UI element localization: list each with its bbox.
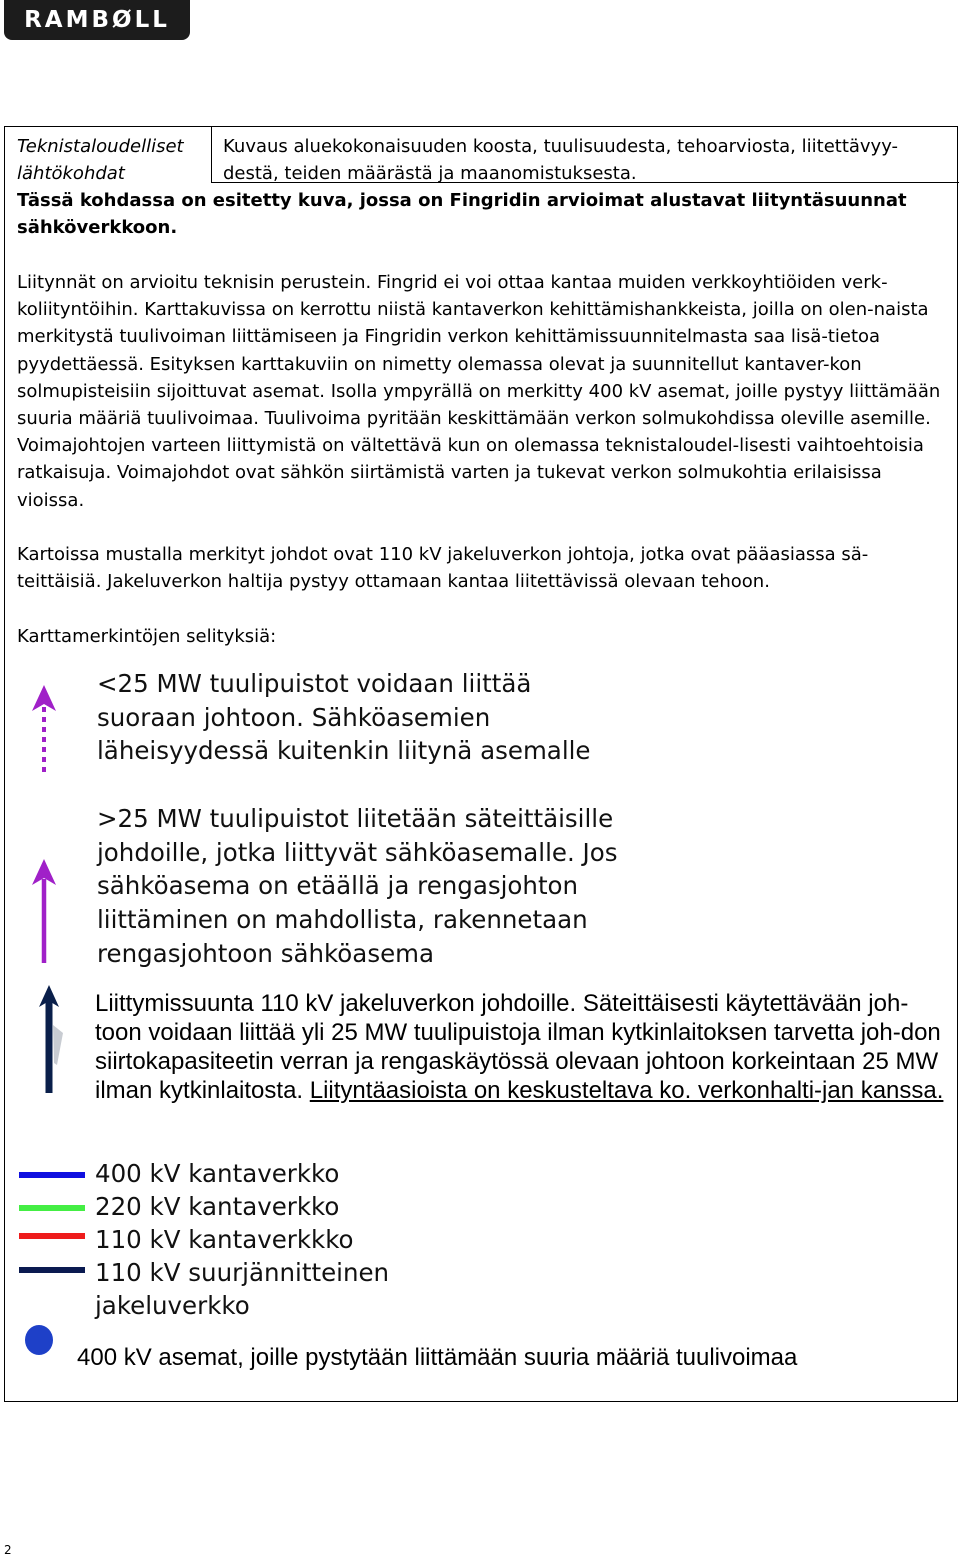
line-label-110kv-distribution: 110 kV suurjännitteinen jakeluverkko <box>95 1258 390 1320</box>
station-description: 400 kV asemat, joille pystytään liittämään suuria määriä tuulivoimaa <box>77 1344 798 1371</box>
distribution-arrow-icon <box>33 985 73 1093</box>
legend-dotted-arrow-text: <25 MW tuulipuistot voidaan liittää suoraan johtoon. Sähköasemien läheisyydessä kuitenkin liitynä asemalle <box>97 669 591 766</box>
legend-distribution-arrow-text <box>95 989 945 1105</box>
table-divider-vertical <box>211 127 212 183</box>
swatch-110kv-distribution <box>19 1267 85 1273</box>
legend-solid-arrow-text: >25 MW tuulipuistot liitetään säteittäisille johdoille, jotka liittyvät sähköasemalle. Jos sähköasema on etäällä ja rengasjohton liittäminen on mahdollista, rakennetaan rengasjohtoon sähköasema <box>97 804 618 968</box>
page-number: 2 <box>4 1543 12 1557</box>
swatch-220kv <box>19 1205 85 1211</box>
line-label-220kv: 220 kV kantaverkko <box>95 1192 340 1221</box>
solid-arrow-icon <box>29 859 59 963</box>
line-label-110kv: 110 kV kantaverkkko <box>95 1225 354 1254</box>
table-right-heading: Kuvaus aluekokonaisuuden koosta, tuulisuudesta, tehoarviosta, liitettävyy-destä, teiden määrästä ja maanomistuksesta. <box>223 136 899 184</box>
distribution-arrow-underlined: Liityntäasioista on keskusteltava ko. verkonhalti-jan kanssa. <box>309 1077 944 1104</box>
content-table <box>4 126 958 1402</box>
station-dot-icon <box>25 1325 53 1355</box>
swatch-400kv <box>19 1172 85 1178</box>
swatch-110kv <box>19 1233 85 1239</box>
line-label-400kv: 400 kV kantaverkko <box>95 1159 340 1188</box>
ramboll-logo: RAMBØLL <box>4 0 190 40</box>
paragraph-connections: Liitynnät on arvioitu teknisin perustein. Fingrid ei voi ottaa kantaa muiden verkkoyhtiöiden verk-koliityntöihin. Karttakuvissa on kerrottu niistä kantaverkon kehittämishankkeista, joilla on olen-naista merkitystä tuulivoiman liittämiseen ja Fingridin verkon kehittämissuunnitelmasta saa lisä-tietoa pyydettäessä. Esityksen karttakuviin on nimetty olemassa olevat ja suunnitellut kantaver-kon solmupisteisiin sijoittuvat asemat. Isolla ympyrällä on merkitty 400 kV asemat, joille pystyy liittämään suuria määriä tuulivoimaa. Tuulivoima pyritään keskittämään verkon solmukohdissa oleville asemille. Voimajohtojen varteen liittymistä on vältettävä kun on olemassa teknistaloudel-lisesti vaihtoehtoisia ratkaisuja. Voimajohdot ovat sähkön siirtämistä varten ja tukevat verkon solmukohtia erilaisissa vioissa. <box>17 272 941 511</box>
paragraph-distribution: Kartoissa mustalla merkityt johdot ovat 110 kV jakeluverkon johtoja, jotka ovat pääasiassa sä-teittäisiä. Jakeluverkon haltija pystyy ottamaan kantaa liitettävissä olevaan tehoon. <box>17 544 869 593</box>
legend-heading: Karttamerkintöjen selityksiä: <box>17 626 277 647</box>
table-left-heading: Teknistaloudelliset lähtökohdat <box>17 136 184 184</box>
dotted-arrow-icon <box>29 685 59 777</box>
distribution-arrow-description: Liittymissuunta 110 kV jakeluverkon johdoille. Säteittäisesti käytettävään joh-toon voidaan liittää yli 25 MW tuulipuistoja ilman kytkinlaitoksen tarvetta joh-don siirtokapasiteetin verran ja rengaskäytössä olevaan johtoon korkeintaan 25 MW ilman kytkinlaitosta. <box>95 990 941 1104</box>
intro-bold-text: Tässä kohdassa on esitetty kuva, jossa on Fingridin arvioimat alustavat liityntäsuunnat sähköverkkoon. <box>17 190 907 238</box>
